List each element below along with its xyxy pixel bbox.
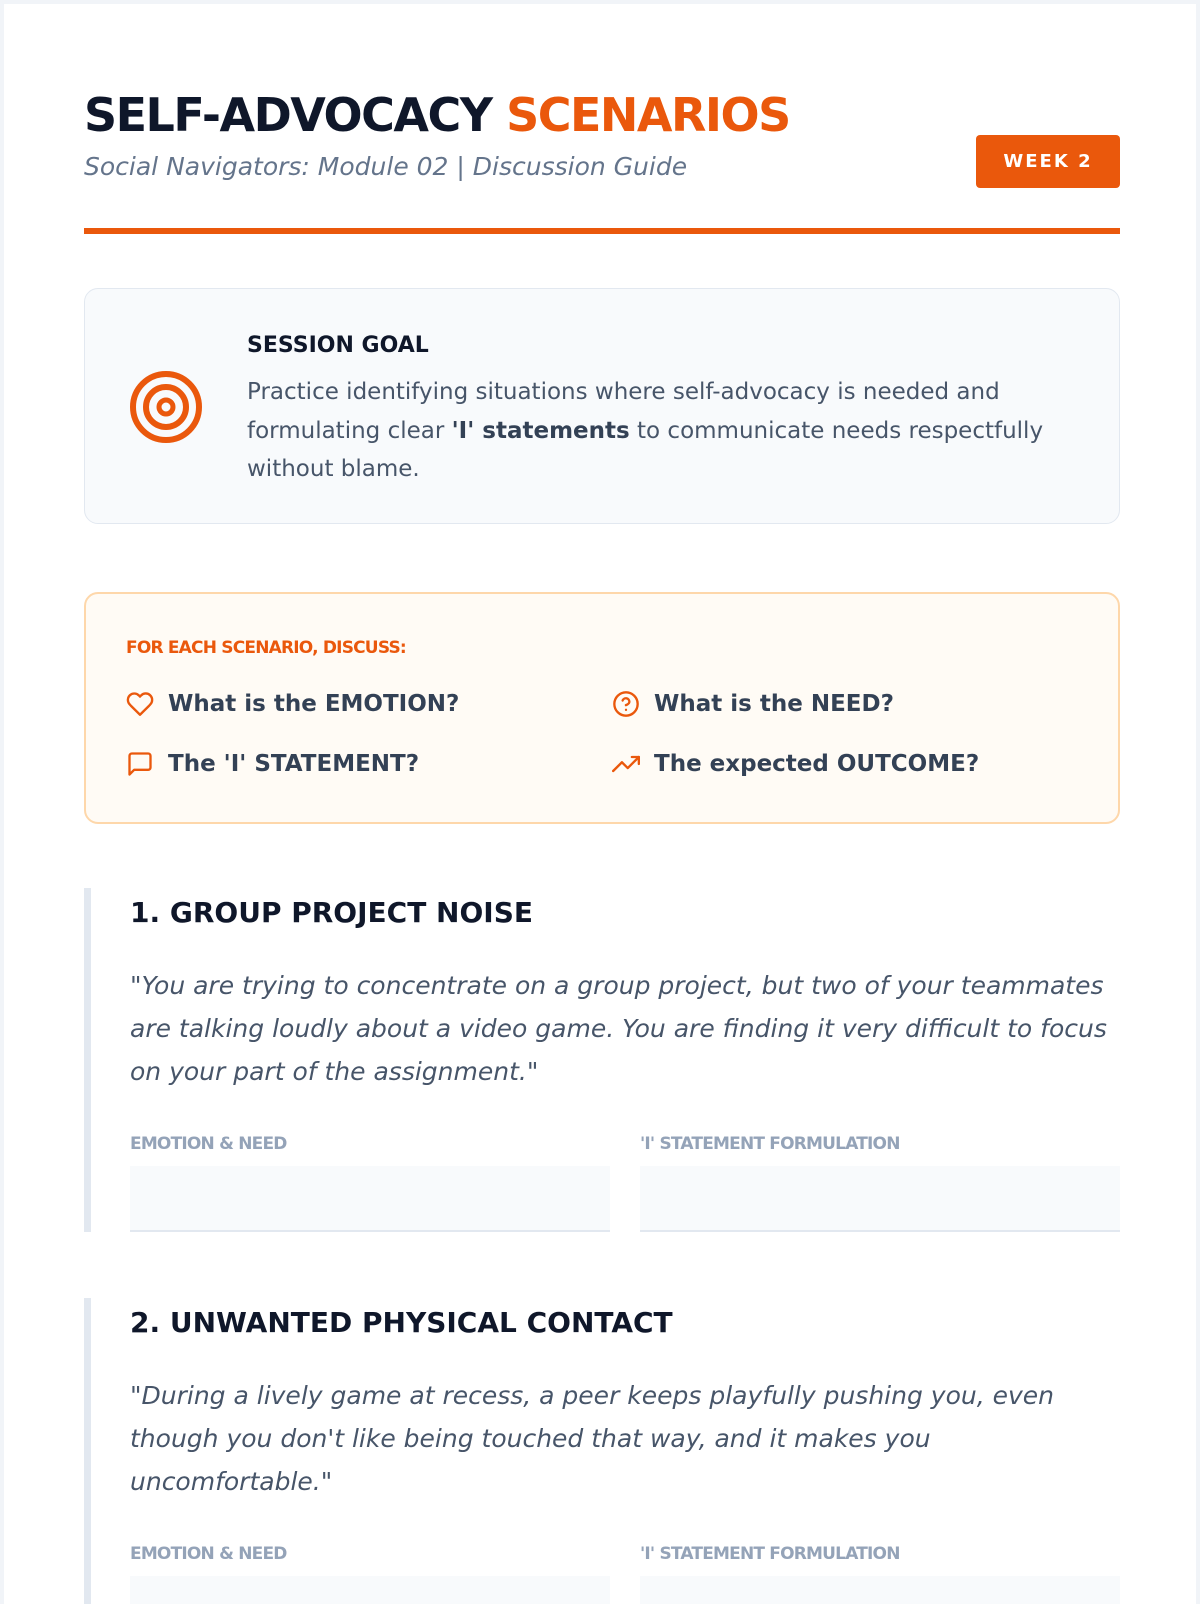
prompt-need [612,690,894,718]
discussion-heading: FOR EACH SCENARIO, DISCUSS: [126,638,406,658]
prompt-outcome [612,750,979,778]
header-divider [84,228,1120,234]
emotion-need-label: EMOTION & NEED [130,1134,287,1154]
prompt-emotion [126,690,459,718]
message-square-icon [126,750,154,778]
week-badge: WEEK 2 [976,135,1120,188]
help-circle-icon [612,690,640,718]
scenario-card [84,888,1120,1236]
prompt-emotion-label: What is the EMOTION? [168,691,460,717]
i-statement-label: 'I' STATEMENT FORMULATION [640,1134,900,1154]
discussion-prompts-card [84,592,1120,824]
scenario-card [84,1298,1120,1604]
i-statement-field[interactable] [640,1166,1120,1232]
session-goal-heading: SESSION GOAL [247,333,429,358]
goal-text-before: Practice identifying situations where self-advocacy is needed and formulating clear [247,379,1000,444]
scenario-accent-bar [84,1298,91,1604]
scenario-title: 1. GROUP PROJECT NOISE [130,896,533,929]
trending-up-icon [612,750,640,778]
goal-text-bold: 'I' statements [451,417,630,444]
goal-text-after: to communicate needs respectfully without blame. [247,417,1044,482]
target-icon [129,370,203,444]
emotion-need-label: EMOTION & NEED [130,1544,287,1564]
title-accent: SCENARIOS [506,88,790,142]
prompt-i-statement [126,750,419,778]
prompt-outcome-label: The expected OUTCOME? [654,751,980,777]
scenario-quote: "During a lively game at recess, a peer keeps playfully pushing you, even though you don't like being touched that way, and it makes you uncomfortable." [130,1381,1054,1496]
session-goal-text [247,373,1047,489]
title-main: SELF-ADVOCACY [84,88,492,142]
i-statement-label: 'I' STATEMENT FORMULATION [640,1544,900,1564]
scenario-accent-bar [84,888,91,1232]
page-title [84,88,790,142]
scenario-title: 2. UNWANTED PHYSICAL CONTACT [130,1306,673,1339]
page-subtitle: Social Navigators: Module 02 | Discussion Guide [84,152,688,181]
scenario-quote: "You are trying to concentrate on a group project, but two of your teammates are talking loudly about a video game. You are finding it very difficult to focus on your part of the assignment." [130,971,1107,1086]
emotion-need-field[interactable] [130,1166,610,1232]
heart-icon [126,690,154,718]
session-goal-card [84,288,1120,524]
worksheet-page [4,4,1196,1604]
prompt-need-label: What is the NEED? [654,691,894,717]
prompt-i-statement-label: The 'I' STATEMENT? [168,751,420,777]
